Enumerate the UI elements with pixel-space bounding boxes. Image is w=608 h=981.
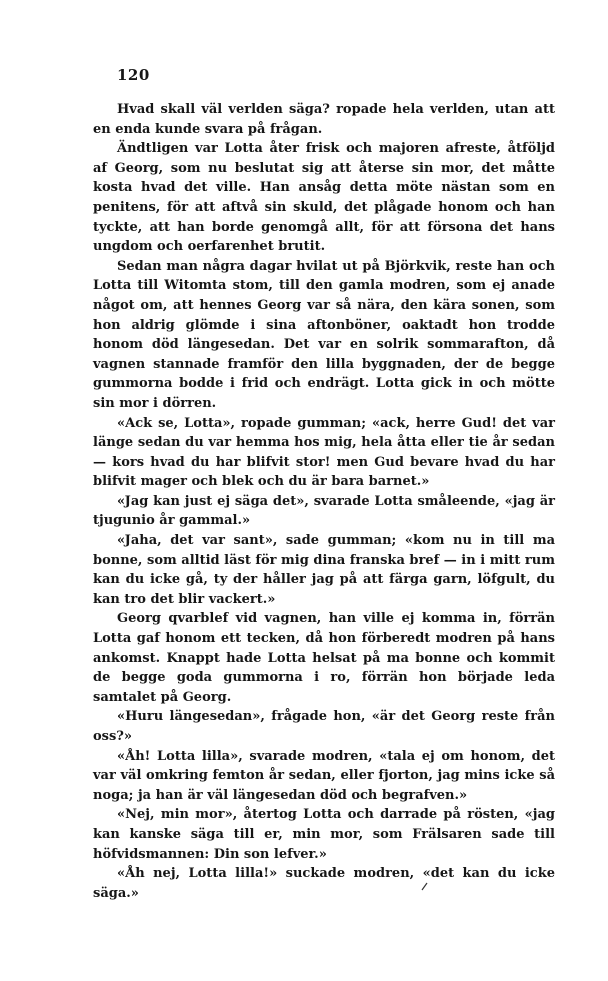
paragraph: Sedan man några dagar hvilat ut på Björkvik, reste han och Lotta till Witomta stom, till den gamla modren, som ej anade något om, att hennes Georg var så nära, den kära sonen, som hon aldrig glömde i sina aftonböner, oaktadt hon trodde honom död längesedan. Det var en solrik sommarafton, då vagnen stannade framför den lilla byggnaden, der de begge gummorna bodde i frid och endrägt. Lotta gick in och mötte sin mor i dörren. bbox=[93, 258, 555, 411]
stray-pen-mark bbox=[421, 880, 429, 895]
paragraph: «Åh nej, Lotta lilla!» suckade modren, «det kan du icke säga.» bbox=[93, 866, 555, 901]
paragraph: Hvad skall väl verlden säga? ropade hela verlden, utan att en enda kunde svara på frågan. bbox=[93, 102, 555, 137]
paragraph: «Nej, min mor», återtog Lotta och darrade på rösten, «jag kan kanske säga till er, min mor, som Frälsaren sade till höfvidsmannen: Din son lefver.» bbox=[93, 807, 555, 862]
body-text bbox=[93, 100, 555, 903]
paragraph: «Jag kan just ej säga det», svarade Lotta småleende, «jag är tjugunio år gammal.» bbox=[93, 493, 555, 529]
page-number: 120 bbox=[117, 66, 150, 84]
paragraph: Georg qvarblef vid vagnen, han ville ej komma in, förrän Lotta gaf honom ett tecken, då hon förberedt modren på hans ankomst. Knappt hade Lotta helsat på ma bonne och kommit de begge goda gummorna i ro, förrän hon började leda samtalet på Georg. bbox=[93, 611, 555, 705]
paragraph: «Huru längesedan», frågade hon, «är det Georg reste från oss?» bbox=[93, 709, 555, 744]
paragraph: «Jaha, det var sant», sade gumman; «kom nu in till ma bonne, som alltid läst för mig dina franska bref — in i mitt rum kan du icke gå, ty der håller jag på att färga garn, löfgult, du kan tro det blir vackert.» bbox=[93, 533, 555, 607]
paragraph: «Åh! Lotta lilla», svarade modren, «tala ej om honom, det var väl omkring femton år sedan, eller fjorton, jag mins icke så noga; ja han är väl längesedan död och begrafven.» bbox=[93, 748, 555, 803]
paragraph: Ändtligen var Lotta åter frisk och majoren afreste, åtföljd af Georg, som nu beslutat sig att återse sin mor, det måtte kosta hvad det ville. Han ansåg detta möte nästan som en penitens, för att aftvå sin skuld, det plågade honom och han tyckte, att han borde genomgå allt, för att försona det hans ungdom och oerfarenhet brutit. bbox=[93, 141, 555, 255]
paragraph: «Ack se, Lotta», ropade gumman; «ack, herre Gud! det var länge sedan du var hemma hos mig, hela åtta eller tie år sedan — kors hvad du har blifvit stor! men Gud bevare hvad du har blifvit mager och blek och du är bara barnet.» bbox=[93, 415, 555, 490]
